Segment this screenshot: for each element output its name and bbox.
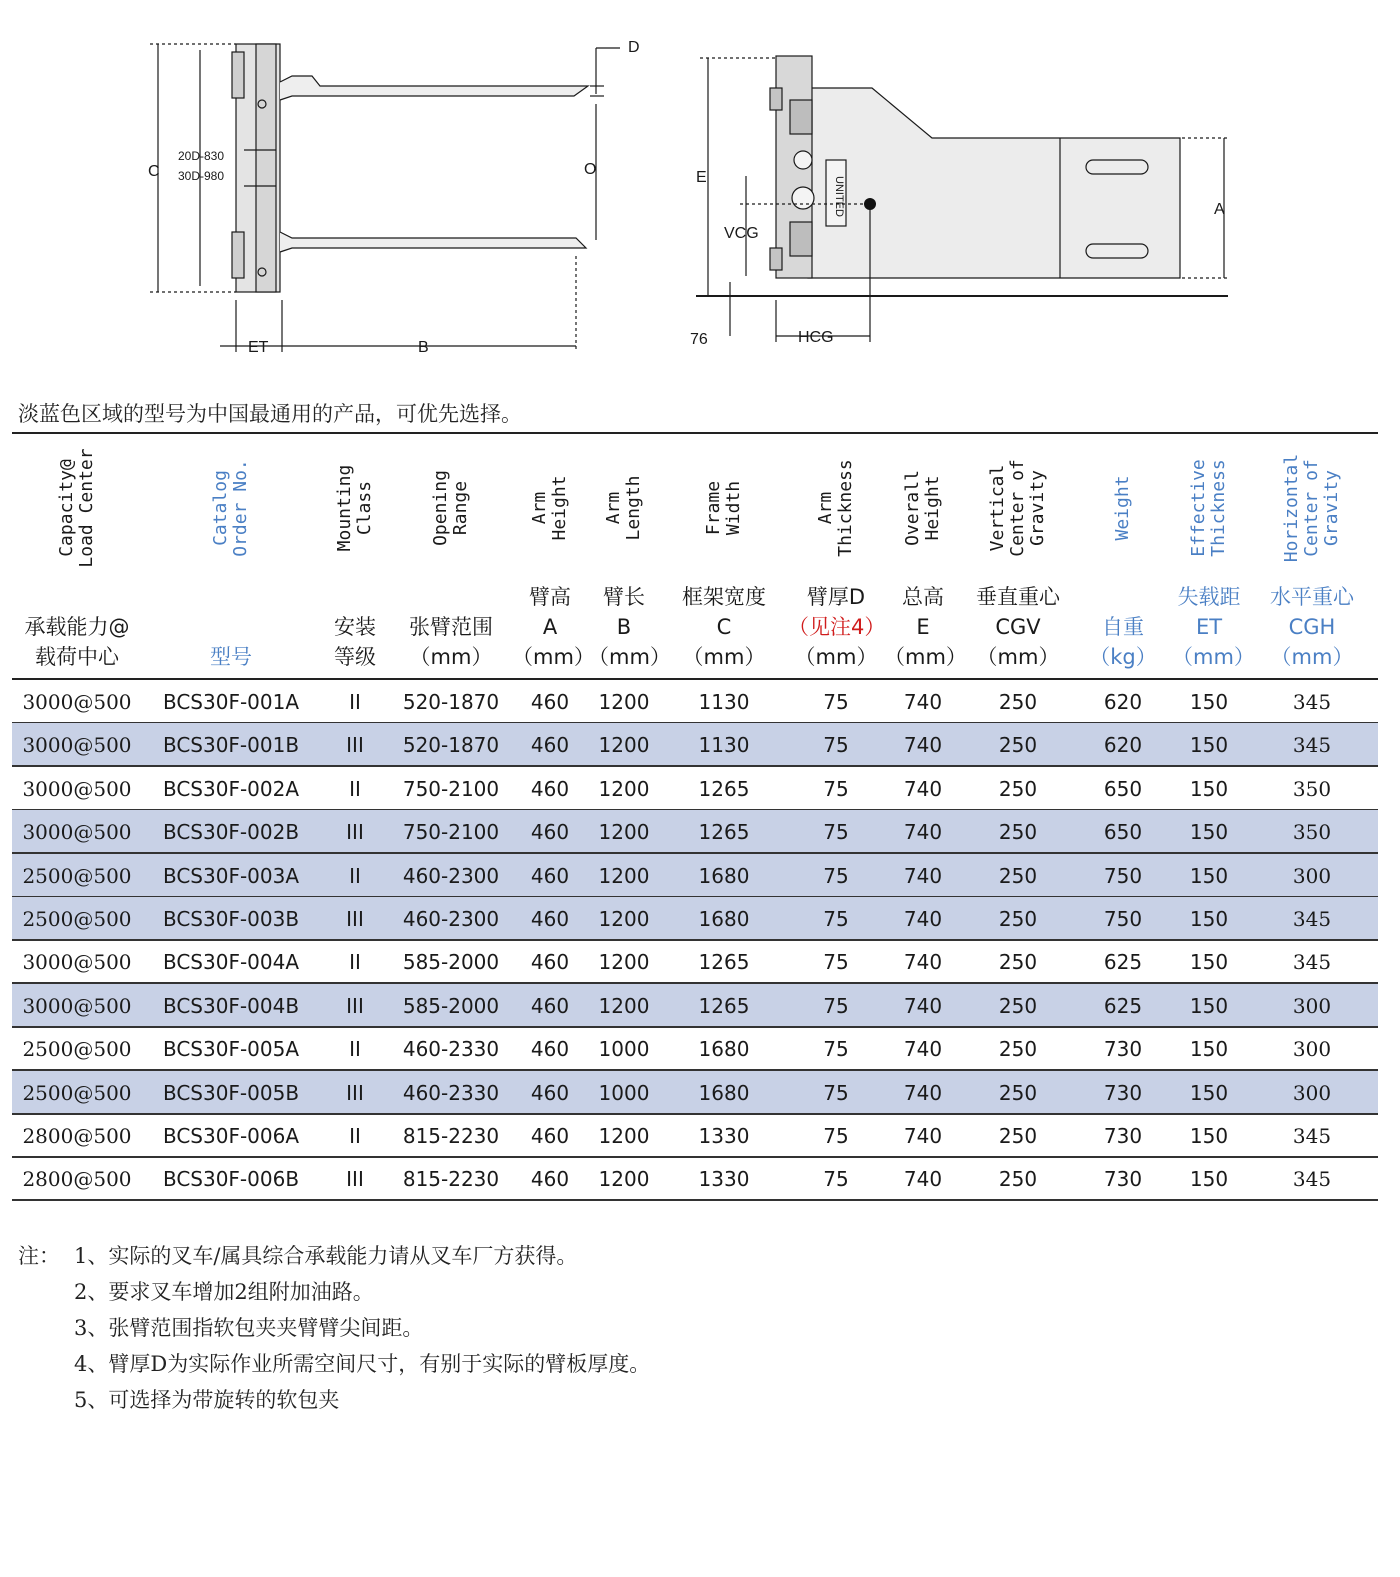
cell-weight: 620 (1103, 690, 1143, 714)
header-en-mounting-class: Mounting Class (334, 464, 375, 552)
cell-arm-length: 1200 (598, 1167, 650, 1192)
cell-arm-thickness: 75 (823, 1167, 849, 1192)
cell-horizontal-cg: 345 (1292, 1124, 1332, 1148)
cell-effective-thickness: 150 (1189, 863, 1229, 888)
technical-drawings (0, 0, 1400, 380)
table-row (12, 897, 1378, 941)
header-arm-thickness (788, 434, 884, 678)
header-cn-overall-height: 总高 E （mm） (884, 585, 967, 669)
cell-weight: 650 (1103, 820, 1143, 845)
cell-catalog-no: BCS30F-003B (162, 907, 300, 931)
cell-arm-thickness: 75 (823, 950, 849, 975)
cell-arm-height: 460 (530, 1080, 570, 1105)
side-arm-body (808, 88, 1180, 278)
cell-effective-thickness: 150 (1189, 733, 1229, 758)
cell-overall-height: 740 (903, 1167, 943, 1192)
header-cn-arm-length: 臂长 B （mm） (588, 585, 671, 669)
cell-weight: 750 (1103, 907, 1143, 931)
label-e: E (696, 169, 707, 186)
header-cn-arm-thickness-head: 臂厚D (806, 585, 866, 609)
header-cn-mounting-class: 安装 等级 (334, 615, 376, 669)
cell-vertical-cg: 250 (998, 1037, 1038, 1062)
table-row (12, 1071, 1378, 1115)
cell-capacity: 2500@500 (22, 1080, 132, 1105)
cell-arm-height: 460 (530, 690, 570, 714)
cell-horizontal-cg: 300 (1292, 993, 1332, 1018)
header-overall-height (884, 434, 967, 678)
cell-frame-width: 1130 (698, 733, 750, 758)
cell-mounting-class: III (346, 733, 364, 758)
cell-mounting-class: II (349, 690, 361, 714)
header-en-frame-width: Frame Width (703, 480, 744, 536)
cell-effective-thickness: 150 (1189, 907, 1229, 931)
label-a: A (1214, 201, 1225, 218)
side-hook (770, 88, 782, 110)
header-cn-capacity: 承载能力@ 载荷中心 (24, 615, 130, 669)
label-arm-note-2: 30D-980 (178, 169, 225, 183)
cell-arm-height: 460 (530, 993, 570, 1018)
cell-vertical-cg: 250 (998, 863, 1038, 888)
cell-horizontal-cg: 350 (1292, 820, 1332, 845)
table-row (12, 810, 1378, 854)
cell-catalog-no: BCS30F-005A (162, 1037, 300, 1062)
label-76: 76 (690, 331, 708, 348)
cell-horizontal-cg: 345 (1292, 950, 1332, 975)
cell-frame-width: 1265 (698, 950, 750, 975)
center-of-gravity-dot (864, 198, 876, 210)
cell-arm-length: 1200 (598, 820, 650, 845)
cell-mounting-class: III (346, 1080, 364, 1105)
header-cn-frame-width: 框架宽度 C （mm） (682, 585, 766, 669)
frame-hook-top (232, 52, 244, 98)
cell-frame-width: 1265 (698, 993, 750, 1018)
cell-capacity: 3000@500 (22, 733, 132, 758)
cell-capacity: 3000@500 (22, 820, 132, 845)
cell-horizontal-cg: 300 (1292, 1080, 1332, 1105)
cell-arm-length: 1200 (598, 863, 650, 888)
cell-vertical-cg: 250 (998, 690, 1038, 714)
recommended-note: 淡蓝色区域的型号为中国最通用的产品，可优先选择。 (18, 402, 522, 426)
cell-arm-thickness: 75 (823, 1080, 849, 1105)
cell-mounting-class: II (349, 1124, 361, 1148)
label-b: B (418, 339, 429, 356)
label-arm-note-1: 20D-830 (178, 149, 225, 163)
header-en-opening-range: Opening Range (430, 470, 471, 546)
cell-opening-range: 520-1870 (402, 690, 500, 714)
label-c: C (148, 163, 160, 180)
header-catalog-no (142, 434, 320, 678)
cell-vertical-cg: 250 (998, 733, 1038, 758)
label-o: O (584, 161, 597, 178)
cell-capacity: 2800@500 (22, 1167, 132, 1192)
cell-weight: 625 (1103, 993, 1143, 1018)
cell-arm-thickness: 75 (823, 907, 849, 931)
table-row (12, 984, 1378, 1028)
cell-arm-length: 1200 (598, 1124, 650, 1148)
cell-arm-length: 1200 (598, 733, 650, 758)
header-arm-height (512, 434, 595, 678)
cell-frame-width: 1330 (698, 1167, 750, 1192)
cell-opening-range: 750-2100 (402, 820, 500, 845)
top-view-drawing (150, 44, 620, 352)
cell-weight: 625 (1103, 950, 1143, 975)
cell-arm-length: 1200 (598, 907, 650, 931)
header-en-weight: Weight (1112, 475, 1133, 541)
cell-arm-length: 1000 (598, 1037, 650, 1062)
cell-catalog-no: BCS30F-003A (162, 863, 300, 888)
cell-weight: 650 (1103, 776, 1143, 801)
cell-frame-width: 1130 (698, 690, 750, 714)
cell-overall-height: 740 (903, 993, 943, 1018)
cell-opening-range: 750-2100 (402, 776, 500, 801)
header-en-arm-height: Arm Height (529, 475, 570, 541)
cell-mounting-class: III (346, 1167, 364, 1192)
cell-arm-thickness: 75 (823, 863, 849, 888)
cell-capacity: 2500@500 (22, 863, 132, 888)
cell-catalog-no: BCS30F-001A (162, 690, 300, 714)
cell-opening-range: 460-2330 (402, 1037, 500, 1062)
footnote-2: 2、要求叉车增加2组附加油路。 (74, 1280, 374, 1304)
cell-arm-height: 460 (530, 1124, 570, 1148)
cell-arm-height: 460 (530, 733, 570, 758)
table-row (12, 1114, 1378, 1158)
cell-opening-range: 460-2300 (402, 863, 500, 888)
cell-vertical-cg: 250 (998, 776, 1038, 801)
header-en-capacity: Capacity@ Load Center (56, 448, 97, 568)
cell-arm-thickness: 75 (823, 1037, 849, 1062)
cell-weight: 750 (1103, 863, 1143, 888)
label-hcg: HCG (798, 329, 834, 346)
cell-weight: 730 (1103, 1080, 1143, 1105)
header-cn-catalog-no: 型号 (210, 645, 252, 669)
cell-vertical-cg: 250 (998, 1080, 1038, 1105)
cell-mounting-class: III (346, 993, 364, 1018)
cell-horizontal-cg: 300 (1292, 863, 1332, 888)
header-en-vertical-cg: Vertical Center of Gravity (987, 459, 1048, 557)
cell-mounting-class: III (346, 907, 364, 931)
cell-catalog-no: BCS30F-006A (162, 1124, 300, 1148)
header-en-arm-length: Arm Length (603, 475, 644, 541)
header-cn-vertical-cg: 垂直重心 CGV （mm） (976, 585, 1060, 669)
header-cn-arm-thickness-unit: （mm） (794, 645, 878, 669)
cell-effective-thickness: 150 (1189, 1124, 1229, 1148)
side-view-drawing (696, 56, 1230, 342)
header-arm-length (588, 434, 671, 678)
table-row (12, 680, 1378, 724)
lower-arm (280, 232, 586, 252)
cell-mounting-class: II (349, 863, 361, 888)
side-gear (792, 187, 814, 209)
cell-frame-width: 1330 (698, 1124, 750, 1148)
cell-overall-height: 740 (903, 1124, 943, 1148)
table-row (12, 767, 1378, 811)
cell-arm-length: 1000 (598, 1080, 650, 1105)
header-cn-arm-thickness (788, 582, 884, 672)
cell-weight: 730 (1103, 1124, 1143, 1148)
label-d: D (628, 39, 640, 56)
cell-opening-range: 460-2300 (402, 907, 500, 931)
cell-horizontal-cg: 345 (1292, 907, 1332, 931)
footnote-1: 1、实际的叉车/属具综合承载能力请从叉车厂方获得。 (74, 1244, 578, 1268)
cell-arm-height: 460 (530, 820, 570, 845)
cell-overall-height: 740 (903, 863, 943, 888)
footnote-4: 4、臂厚D为实际作业所需空间尺寸，有别于实际的臂板厚度。 (74, 1352, 651, 1376)
footnote-5: 5、可选择为带旋转的软包夹 (74, 1388, 340, 1412)
cell-opening-range: 815-2230 (402, 1124, 500, 1148)
header-cn-arm-height: 臂高 A （mm） (512, 585, 595, 669)
header-cn-opening-range: 张臂范围 （mm） (409, 615, 493, 669)
header-cn-horizontal-cg: 水平重心 CGH （mm） (1270, 585, 1354, 669)
cell-catalog-no: BCS30F-004B (162, 993, 300, 1018)
cell-catalog-no: BCS30F-006B (162, 1167, 300, 1192)
cell-weight: 620 (1103, 733, 1143, 758)
cell-frame-width: 1265 (698, 820, 750, 845)
header-effective-thickness (1172, 434, 1255, 678)
cell-arm-height: 460 (530, 1037, 570, 1062)
cell-effective-thickness: 150 (1189, 1037, 1229, 1062)
header-en-effective-thickness: Effective Thickness (1188, 459, 1229, 557)
table-row (12, 940, 1378, 984)
cell-catalog-no: BCS30F-005B (162, 1080, 300, 1105)
cell-frame-width: 1680 (698, 907, 750, 931)
cell-overall-height: 740 (903, 907, 943, 931)
frame-plate (256, 44, 276, 292)
header-cn-effective-thickness: 失载距 ET （mm） (1172, 585, 1255, 669)
header-en-overall-height: Overall Height (902, 470, 943, 546)
cell-weight: 730 (1103, 1167, 1143, 1192)
cell-vertical-cg: 250 (998, 950, 1038, 975)
label-et: ET (248, 339, 269, 356)
cell-vertical-cg: 250 (998, 1124, 1038, 1148)
label-brand: UNITED (833, 176, 845, 217)
cell-effective-thickness: 150 (1189, 1080, 1229, 1105)
footnotes-label: 注： (18, 1244, 60, 1268)
side-gear (794, 151, 812, 169)
cell-arm-thickness: 75 (823, 733, 849, 758)
cell-weight: 730 (1103, 1037, 1143, 1062)
cell-arm-length: 1200 (598, 993, 650, 1018)
table-row (12, 854, 1378, 898)
cell-catalog-no: BCS30F-004A (162, 950, 300, 975)
cell-horizontal-cg: 350 (1292, 776, 1332, 801)
header-en-horizontal-cg: Horizontal Center of Gravity (1281, 453, 1342, 563)
cell-arm-thickness: 75 (823, 820, 849, 845)
cell-horizontal-cg: 300 (1292, 1037, 1332, 1062)
header-opening-range (390, 434, 512, 678)
cell-effective-thickness: 150 (1189, 993, 1229, 1018)
cell-effective-thickness: 150 (1189, 950, 1229, 975)
cell-overall-height: 740 (903, 776, 943, 801)
side-bracket (790, 222, 812, 256)
cell-overall-height: 740 (903, 950, 943, 975)
cell-catalog-no: BCS30F-001B (162, 733, 300, 758)
cell-arm-height: 460 (530, 863, 570, 888)
table-row (12, 1027, 1378, 1071)
side-hook (770, 248, 782, 270)
cell-effective-thickness: 150 (1189, 690, 1229, 714)
cell-opening-range: 460-2330 (402, 1080, 500, 1105)
side-bracket (790, 100, 812, 134)
header-mounting-class (320, 434, 390, 678)
cell-catalog-no: BCS30F-002B (162, 820, 300, 845)
cell-effective-thickness: 150 (1189, 820, 1229, 845)
cell-vertical-cg: 250 (998, 820, 1038, 845)
cell-arm-height: 460 (530, 776, 570, 801)
cell-frame-width: 1265 (698, 776, 750, 801)
table-row (12, 1157, 1378, 1201)
header-horizontal-cg (1246, 434, 1378, 678)
header-cn-weight: 自重 （kg） (1089, 615, 1157, 669)
cell-opening-range: 585-2000 (402, 950, 500, 975)
header-capacity (12, 434, 142, 678)
header-vertical-cg (962, 434, 1074, 678)
cell-arm-height: 460 (530, 1167, 570, 1192)
header-en-catalog-no: Catalog Order No. (210, 459, 251, 557)
header-en-arm-thickness: Arm Thickness (815, 459, 856, 557)
cell-arm-length: 1200 (598, 776, 650, 801)
header-cn-arm-thickness-note: （见注4） (788, 615, 886, 639)
cell-effective-thickness: 150 (1189, 1167, 1229, 1192)
cell-capacity: 2500@500 (22, 907, 132, 931)
cell-opening-range: 815-2230 (402, 1167, 500, 1192)
cell-overall-height: 740 (903, 733, 943, 758)
cell-horizontal-cg: 345 (1292, 733, 1332, 758)
cell-arm-thickness: 75 (823, 690, 849, 714)
cell-arm-thickness: 75 (823, 993, 849, 1018)
cell-arm-length: 1200 (598, 950, 650, 975)
cell-overall-height: 740 (903, 1080, 943, 1105)
cell-mounting-class: II (349, 1037, 361, 1062)
label-vcg: VCG (724, 225, 759, 242)
footnote-3: 3、张臂范围指软包夹夹臂臂尖间距。 (74, 1316, 424, 1340)
cell-capacity: 3000@500 (22, 776, 132, 801)
cell-mounting-class: II (349, 950, 361, 975)
upper-arm (280, 76, 588, 100)
cell-arm-thickness: 75 (823, 1124, 849, 1148)
cell-horizontal-cg: 345 (1292, 1167, 1332, 1192)
table-row (12, 723, 1378, 767)
cell-capacity: 3000@500 (22, 993, 132, 1018)
cell-capacity: 3000@500 (22, 690, 132, 714)
cell-arm-height: 460 (530, 907, 570, 931)
table-header (12, 434, 1378, 678)
cell-frame-width: 1680 (698, 1037, 750, 1062)
cell-opening-range: 520-1870 (402, 733, 500, 758)
cell-arm-thickness: 75 (823, 776, 849, 801)
cell-overall-height: 740 (903, 1037, 943, 1062)
cell-effective-thickness: 150 (1189, 776, 1229, 801)
cell-frame-width: 1680 (698, 863, 750, 888)
cell-vertical-cg: 250 (998, 1167, 1038, 1192)
header-frame-width (660, 434, 788, 678)
cell-vertical-cg: 250 (998, 907, 1038, 931)
cell-arm-height: 460 (530, 950, 570, 975)
cell-capacity: 2500@500 (22, 1037, 132, 1062)
cell-horizontal-cg: 345 (1292, 690, 1332, 714)
cell-frame-width: 1680 (698, 1080, 750, 1105)
cell-vertical-cg: 250 (998, 993, 1038, 1018)
frame-hook-bottom (232, 232, 244, 278)
cell-catalog-no: BCS30F-002A (162, 776, 300, 801)
cell-mounting-class: II (349, 776, 361, 801)
cell-capacity: 3000@500 (22, 950, 132, 975)
cell-capacity: 2800@500 (22, 1124, 132, 1148)
header-weight (1074, 434, 1172, 678)
cell-arm-length: 1200 (598, 690, 650, 714)
cell-overall-height: 740 (903, 690, 943, 714)
drawings-svg (0, 0, 1400, 380)
cell-opening-range: 585-2000 (402, 993, 500, 1018)
cell-overall-height: 740 (903, 820, 943, 845)
cell-mounting-class: III (346, 820, 364, 845)
